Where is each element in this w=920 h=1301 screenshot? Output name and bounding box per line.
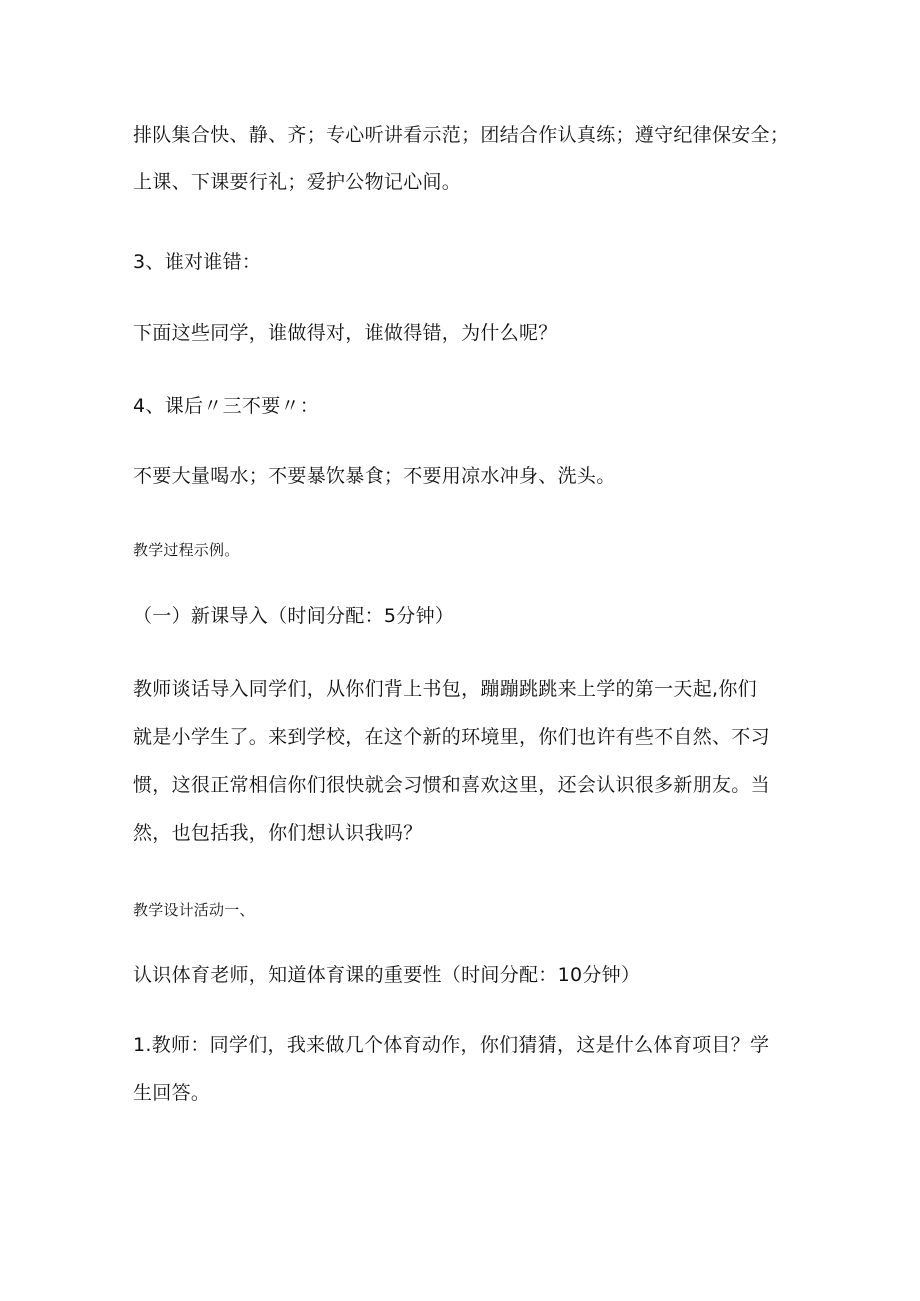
heading-know-pe-teacher: 认识体育老师，知道体育课的重要性（时间分配：10分钟） xyxy=(133,964,641,986)
intro-paragraph-line-1: 教师谈话导入同学们，从你们背上书包，蹦蹦跳跳来上学的第一天起,你们 xyxy=(133,678,757,700)
intro-paragraph-line-4: 然，也包括我，你们想认识我吗？ xyxy=(133,822,423,844)
section-heading-4: 4、课后〃三不要〃： xyxy=(133,395,320,417)
intro-paragraph-line-3: 惯，这很正常相信你们很快就会习惯和喜欢这里，还会认识很多新朋友。当 xyxy=(133,774,770,796)
subheading-activity-one: 教学设计活动一、 xyxy=(133,901,255,919)
rules-line-2: 上课、下课要行礼；爱护公物记心间。 xyxy=(133,171,462,193)
step-1-line-1: 1.教师：同学们，我来做几个体育动作，你们猜猜，这是什么体育项目？学 xyxy=(133,1034,770,1056)
step-1-line-2: 生回答。 xyxy=(133,1082,211,1104)
rules-line-1: 排队集合快、静、齐；专心听讲看示范；团结合作认真练；遵守纪律保安全； xyxy=(133,124,790,146)
paragraph-three-donts: 不要大量喝水；不要暴饮暴食；不要用凉水冲身、洗头。 xyxy=(133,465,616,487)
section-heading-3: 3、谁对谁错： xyxy=(133,251,262,273)
subheading-teaching-process: 教学过程示例。 xyxy=(133,541,240,559)
heading-new-lesson-intro: （一）新课导入（时间分配：5分钟） xyxy=(133,605,455,627)
intro-paragraph-line-2: 就是小学生了。来到学校，在这个新的环境里，你们也许有些不自然、不习 xyxy=(133,726,770,748)
paragraph-question: 下面这些同学，谁做得对，谁做得错，为什么呢？ xyxy=(133,322,558,344)
